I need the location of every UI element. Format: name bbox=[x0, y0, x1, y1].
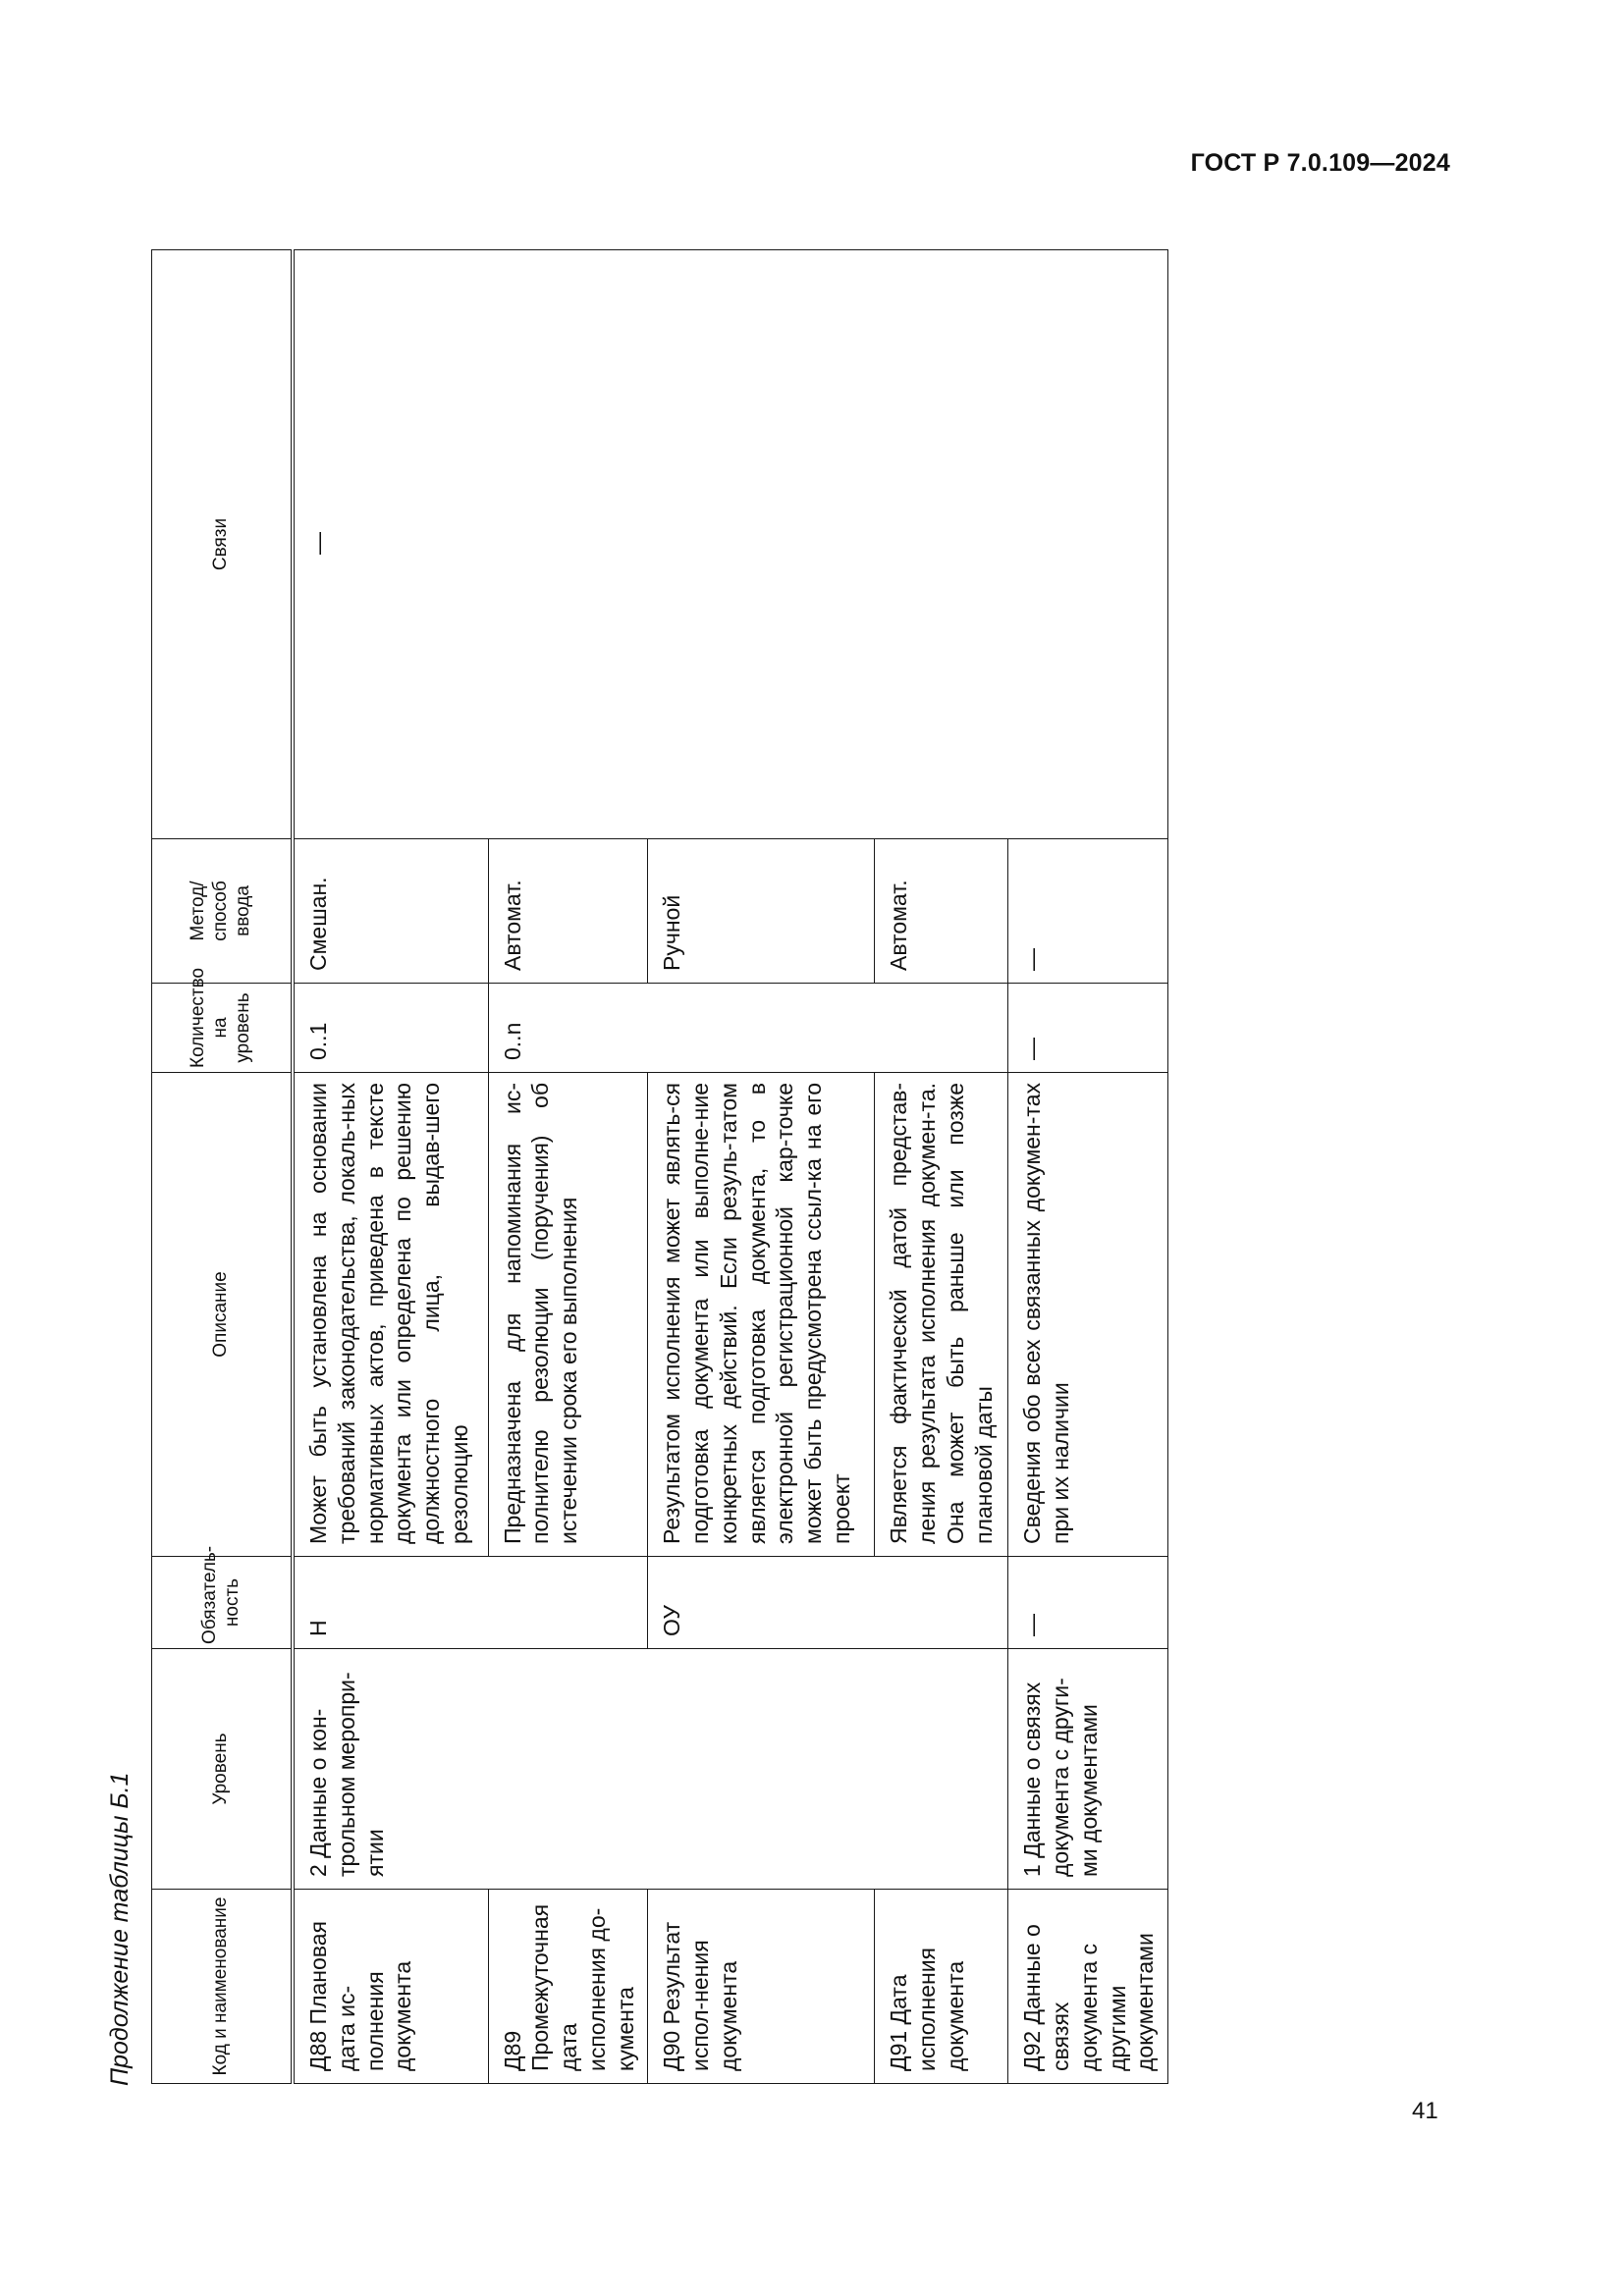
data-table bbox=[151, 249, 1168, 2084]
cell-method: Ручной bbox=[648, 839, 875, 984]
column-header-links: Связи bbox=[152, 250, 294, 839]
cell-method: Смешан. bbox=[293, 839, 488, 984]
cell-level: 1 Данные о связях документа с други-ми документами bbox=[1008, 1649, 1168, 1890]
cell-code: Д90 Результат испол-нения документа bbox=[648, 1890, 875, 2084]
count-value: 0..n bbox=[499, 1022, 525, 1060]
cell-method: Автомат. bbox=[875, 839, 1008, 984]
page-number: 41 bbox=[1412, 2098, 1438, 2124]
column-header-required: Обязатель- ность bbox=[152, 1557, 294, 1649]
column-header-count: Количество на уровень bbox=[152, 984, 294, 1073]
standard-designation: ГОСТ Р 7.0.109—2024 bbox=[1190, 149, 1450, 177]
cell-level: 2 Данные о кон-трольном меропри-ятии bbox=[293, 1649, 1008, 1890]
cell-links: — bbox=[293, 250, 1168, 839]
cell-code: Д89 Промежуточная дата исполнения до-кумента bbox=[488, 1890, 648, 2084]
cell-count bbox=[488, 984, 1008, 1073]
table-header-row bbox=[152, 250, 294, 2084]
column-header-description: Описание bbox=[152, 1073, 294, 1557]
cell-required: Н bbox=[293, 1557, 648, 1649]
cell-method: Автомат. bbox=[488, 839, 648, 984]
table-row-d88 bbox=[293, 250, 488, 2084]
cell-description: Результатом исполнения может являть-ся подготовка документа или выполне-ние конкретных действий. Если резуль-татом является подготовка документа, то в электронной регистрационной кар-точке может быть предусмотрена ссыл-ка на его проект bbox=[648, 1073, 875, 1557]
column-header-method: Метод/ способ ввода bbox=[152, 839, 294, 984]
cell-required: — bbox=[1008, 1557, 1168, 1649]
table-caption: Продолжение таблицы Б.1 bbox=[106, 1772, 134, 2086]
rotated-table-area bbox=[106, 221, 1159, 2086]
cell-method: — bbox=[1008, 839, 1168, 984]
cell-description: Может быть установлена на основании требований законодательства, локаль-ных нормативных актов, приведена в тексте документа или определена по решению должностного лица, выдав-шего резолюцию bbox=[293, 1073, 488, 1557]
cell-description: Является фактической датой представ-ления результата исполнения докумен-та. Она может быть раньше или позже плановой даты bbox=[875, 1073, 1008, 1557]
cell-code: Д92 Данные о связях документа с другими документами bbox=[1008, 1890, 1168, 2084]
column-header-level: Уровень bbox=[152, 1649, 294, 1890]
cell-code: Д91 Дата исполнения документа bbox=[875, 1890, 1008, 2084]
cell-count: — bbox=[1008, 984, 1168, 1073]
cell-description: Предназначена для напоминания ис-полнителю резолюции (поручения) об истечении срока его выполнения bbox=[488, 1073, 648, 1557]
cell-count: 0..1 bbox=[293, 984, 488, 1073]
column-header-code: Код и наименование bbox=[152, 1890, 294, 2084]
cell-code: Д88 Плановая дата ис-полнения документа bbox=[293, 1890, 488, 2084]
cell-required: ОУ bbox=[648, 1557, 1008, 1649]
cell-description: Сведения обо всех связанных докумен-тах при их наличии bbox=[1008, 1073, 1168, 1557]
